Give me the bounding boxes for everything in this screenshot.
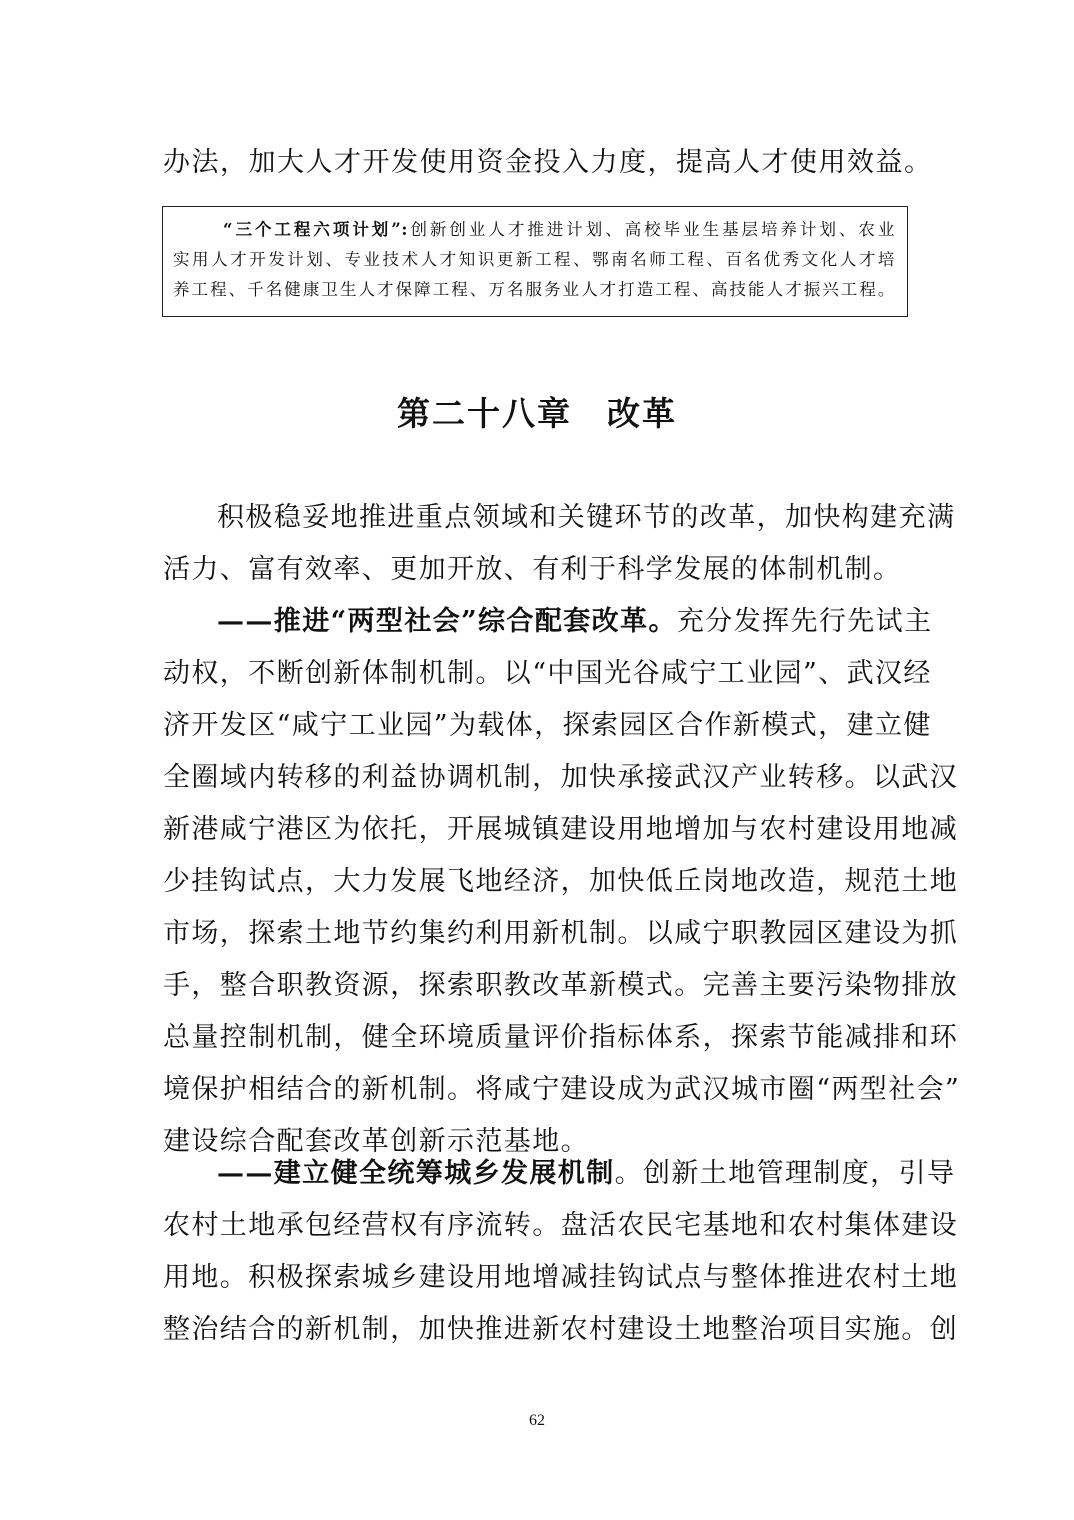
paragraph-line: 总量控制机制，健全环境质量评价指标体系，探索节能减排和环 bbox=[163, 1022, 959, 1053]
paragraph-text: 充分发挥先行先试主 bbox=[676, 606, 933, 637]
paragraph-line: 市场，探索土地节约集约利用新机制。以咸宁职教园区建设为抓 bbox=[163, 918, 959, 949]
paragraph-line: 用地。积极探索城乡建设用地增减挂钩试点与整体推进农村土地 bbox=[163, 1262, 959, 1293]
paragraph-line: 活力、富有效率、更加开放、有利于科学发展的体制机制。 bbox=[163, 554, 902, 585]
paragraph-urban-rural bbox=[163, 1148, 959, 1356]
paragraph-line: 手，整合职教资源，探索职教改革新模式。完善主要污染物排放 bbox=[163, 970, 959, 1001]
paragraph-line: 农村土地承包经营权有序流转。盘活农民宅基地和农村集体建设 bbox=[163, 1210, 959, 1241]
paragraph-line: 建设综合配套改革创新示范基地。 bbox=[163, 1126, 589, 1157]
paragraph-intro bbox=[163, 492, 956, 596]
chapter-title: 第二十八章 改革 bbox=[397, 394, 677, 433]
paragraph-line bbox=[163, 1148, 956, 1200]
paragraph-two-type-society bbox=[163, 596, 961, 1168]
paragraph-line: 动权，不断创新体制机制。以“中国光谷咸宁工业园”、武汉经 bbox=[163, 658, 932, 689]
paragraph-line: 境保护相结合的新机制。将咸宁建设成为武汉城市圈“两型社会” bbox=[163, 1074, 961, 1105]
note-line-3: 养工程、千名健康卫生人才保障工程、万名服务业人才打造工程、高技能人才振兴工程。 bbox=[173, 280, 895, 299]
note-box bbox=[162, 206, 908, 317]
note-line-1 bbox=[173, 215, 895, 245]
note-colon: : bbox=[401, 220, 409, 239]
note-term: “三个工程六项计划” bbox=[223, 220, 402, 239]
paragraph-text: 。创新土地管理制度，引导 bbox=[614, 1158, 956, 1189]
paragraph-heading: ——推进“两型社会”综合配套改革。 bbox=[217, 606, 677, 637]
paragraph-line: 少挂钩试点，大力发展飞地经济，加快低丘岗地改造，规范土地 bbox=[163, 866, 959, 897]
intro-line: 办法，加大人才开发使用资金投入力度，提高人才使用效益。 bbox=[163, 147, 933, 178]
note-line-2: 实用人才开发计划、专业技术人才知识更新工程、鄂南名师工程、百名优秀文化人才培 bbox=[173, 250, 895, 269]
note-line-1-text: 创新创业人才推进计划、高校毕业生基层培养计划、农业 bbox=[408, 220, 895, 239]
paragraph-line: 积极稳妥地推进重点领域和关键环节的改革，加快构建充满 bbox=[217, 502, 956, 533]
paragraph-line: 济开发区“咸宁工业园”为载体，探索园区合作新模式，建立健 bbox=[163, 710, 932, 741]
paragraph-line: 新港咸宁港区为依托，开展城镇建设用地增加与农村建设用地减 bbox=[163, 814, 959, 845]
paragraph-line bbox=[163, 596, 933, 648]
paragraph-line: 全圈域内转移的利益协调机制，加快承接武汉产业转移。以武汉 bbox=[163, 762, 959, 793]
paragraph-line: 整治结合的新机制，加快推进新农村建设土地整治项目实施。创 bbox=[163, 1314, 959, 1345]
page-number: 62 bbox=[529, 1412, 545, 1429]
paragraph-heading: ——建立健全统筹城乡发展机制 bbox=[217, 1158, 615, 1189]
